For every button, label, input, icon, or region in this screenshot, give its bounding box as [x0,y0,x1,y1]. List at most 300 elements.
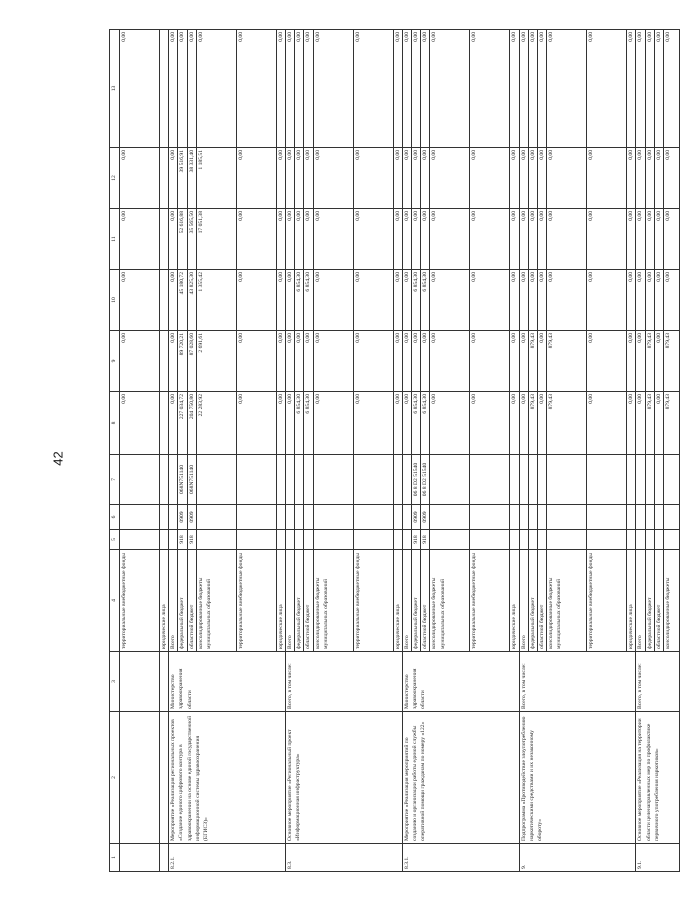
value-cell: 17 051,38 [196,209,236,270]
empty-cell [120,652,160,712]
target-article-cell: 068N751140 [187,455,196,505]
value-cell: 879,43 [528,331,537,392]
section-code-cell [402,505,411,530]
value-cell: 43 825,30 [187,270,196,331]
value-cell: 0,00 [304,209,313,270]
section-code-cell [587,505,627,530]
value-cell: 0,00 [393,270,402,331]
value-cell: 0,00 [313,148,353,209]
value-cell: 0,00 [276,148,285,209]
value-cell: 6 854,30 [304,392,313,455]
funding-source-cell: консолидированные бюджеты муниципальных образований [313,550,353,652]
target-article-cell [470,455,510,505]
target-article-cell [664,455,680,505]
value-cell: 0,00 [470,392,510,455]
executor-cell: Министерство здравоохранения области [402,652,519,712]
executor-cell: Всего, в том числе: [286,652,403,712]
value-cell: 0,00 [645,270,654,331]
funding-source-cell: юридические лица [393,550,402,652]
value-cell: 0,00 [470,331,510,392]
value-cell: 0,00 [178,30,187,148]
target-article-cell [636,455,645,505]
value-cell: 0,00 [393,331,402,392]
value-cell: 0,00 [402,270,411,331]
table-row [169,30,178,872]
funding-source-cell: территориальные внебюджетные фонды [587,550,627,652]
empty-cell [160,652,169,712]
item-name-cell: Подпрограмма «Противодействие злоупотреблению наркотическими средствами и их незаконному обороту» [519,712,636,844]
value-cell: 0,00 [627,331,636,392]
value-cell: 0,00 [510,148,519,209]
header-cell: 12 [110,148,120,209]
header-cell: 11 [110,209,120,270]
value-cell: 0,00 [519,270,528,331]
section-code-cell: 0909 [187,505,196,530]
section-code-cell [470,505,510,530]
section-code-cell [304,505,313,530]
value-cell: 0,00 [636,392,645,455]
table-row [636,30,645,872]
value-cell: 0,00 [421,209,430,270]
grbs-code-cell [645,530,654,550]
funding-source-cell: областной бюджет [421,550,430,652]
grbs-code-cell: 918 [187,530,196,550]
header-cell: 5 [110,530,120,550]
value-cell: 0,00 [510,30,519,148]
funding-source-cell: федеральный бюджет [178,550,187,652]
header-cell: 13 [110,30,120,148]
value-cell: 204 750,80 [187,392,196,455]
value-cell: 0,00 [654,331,663,392]
value-cell: 0,00 [353,30,393,148]
section-code-cell [295,505,304,530]
value-cell: 879,43 [528,392,537,455]
value-cell: 0,00 [393,392,402,455]
funding-source-cell: федеральный бюджет [528,550,537,652]
value-cell: 0,00 [313,331,353,392]
value-cell: 0,00 [645,209,654,270]
grbs-code-cell [636,530,645,550]
code-cell [120,505,160,530]
continuation-row [160,30,169,872]
value-cell: 0,00 [538,270,547,331]
value-cell: 0,00 [538,148,547,209]
value-cell: 0,00 [636,331,645,392]
item-name-cell: Мероприятие «Реализация региональных проектов «Создание единого цифрового контура в здравоохранении на основе единой государственной информационной системы здравоохранения (ЕГИСЗ)» [169,712,286,844]
value-cell: 0,00 [412,148,421,209]
table-row [286,30,295,872]
header-cell: 6 [110,505,120,530]
value-cell: 0,00 [295,331,304,392]
value-cell: 35 565,50 [187,209,196,270]
grbs-code-cell [236,530,276,550]
section-code-cell: 0909 [421,505,430,530]
value-cell: 6 854,30 [412,270,421,331]
item-name-cell: Основное мероприятие «Реализация на территории области целенаправленных мер по профилактике первичного употребления наркотиков» [636,712,680,844]
value-cell: 6 854,30 [421,392,430,455]
value-cell: 0,00 [276,392,285,455]
value-cell: 0,00 [402,331,411,392]
value-cell [160,270,169,331]
value-cell: 0,00 [313,270,353,331]
value-cell: 0,00 [286,148,295,209]
value-cell: 0,00 [538,331,547,392]
grbs-code-cell [353,530,393,550]
value-cell: 0,00 [664,30,680,148]
value-cell: 0,00 [276,270,285,331]
value-cell: 0,00 [587,331,627,392]
target-article-cell [236,455,276,505]
value-cell: 879,43 [547,392,587,455]
value-cell: 0,00 [636,270,645,331]
section-code-cell [196,505,236,530]
header-cell: 4 [110,550,120,652]
value-cell: 0,00 [402,148,411,209]
value-cell: 0,00 [393,148,402,209]
value-cell: 0,00 [510,209,519,270]
funding-source-cell: областной бюджет [304,550,313,652]
grbs-code-cell [276,530,285,550]
item-number-cell: 8.3. [286,844,403,872]
value-cell: 0,00 [430,148,470,209]
value-cell: 0,00 [587,209,627,270]
target-article-cell: 06 8 D2 51540 [412,455,421,505]
value-cell: 0,00 [636,30,645,148]
grbs-code-cell [196,530,236,550]
funding-source-cell: юридические лица [627,550,636,652]
header-cell: 10 [110,270,120,331]
section-code-cell [169,505,178,530]
executor-cell: Всего, в том числе: [519,652,636,712]
value-cell: 6 854,30 [295,270,304,331]
header-cell: 7 [110,455,120,505]
value-cell: 0,00 [120,148,160,209]
section-code-cell [664,505,680,530]
value-cell: 0,00 [430,331,470,392]
value-cell: 879,43 [645,392,654,455]
value-cell: 0,00 [421,331,430,392]
value-cell: 0,00 [286,331,295,392]
funding-source-cell: федеральный бюджет [412,550,421,652]
value-cell: 0,00 [538,209,547,270]
funding-source-cell: Всего [169,550,178,652]
value-cell: 0,00 [664,148,680,209]
code-cell [120,455,160,505]
value-cell: 0,00 [236,331,276,392]
value-cell: 39 516,91 [178,148,187,209]
value-cell: 879,43 [645,331,654,392]
value-cell: 0,00 [421,148,430,209]
value-cell: 38 331,40 [187,148,196,209]
target-article-cell [587,455,627,505]
budget-table [109,29,680,872]
value-cell: 0,00 [654,270,663,331]
value-cell: 6 854,30 [412,392,421,455]
value-cell: 0,00 [412,331,421,392]
value-cell: 0,00 [313,30,353,148]
section-code-cell [510,505,519,530]
value-cell: 0,00 [313,209,353,270]
target-article-cell [654,455,663,505]
value-cell: 0,00 [636,209,645,270]
value-cell [160,30,169,148]
table-row [519,30,528,872]
value-cell [160,392,169,455]
header-cell: 9 [110,331,120,392]
value-cell: 0,00 [627,392,636,455]
value-cell: 0,00 [393,30,402,148]
target-article-cell [519,455,528,505]
grbs-code-cell [664,530,680,550]
value-cell: 0,00 [654,30,663,148]
grbs-code-cell [470,530,510,550]
value-cell: 0,00 [120,30,160,148]
value-cell: 0,00 [587,30,627,148]
item-number-cell: 9. [519,844,636,872]
section-code-cell [313,505,353,530]
value-cell: 0,00 [120,392,160,455]
value-cell: 0,00 [519,148,528,209]
value-cell: 0,00 [169,30,178,148]
value-cell: 0,00 [286,30,295,148]
value-cell: 0,00 [654,148,663,209]
funding-source-cell: консолидированные бюджеты муниципальных образований [547,550,587,652]
section-code-cell [547,505,587,530]
value-cell: 0,00 [627,148,636,209]
funding-source-cell: областной бюджет [654,550,663,652]
section-code-cell [353,505,393,530]
value-cell: 22 283,92 [196,392,236,455]
target-article-cell [627,455,636,505]
section-code-cell [538,505,547,530]
value-cell: 0,00 [313,392,353,455]
section-code-cell [636,505,645,530]
value-cell: 0,00 [295,30,304,148]
value-cell: 0,00 [304,30,313,148]
grbs-code-cell [430,530,470,550]
grbs-code-cell [393,530,402,550]
funding-source-cell: консолидированные бюджеты муниципальных образований [196,550,236,652]
funding-source-cell: территориальные внебюджетные фонды [470,550,510,652]
value-cell: 0,00 [528,148,537,209]
value-cell: 0,00 [421,30,430,148]
empty-cell [120,844,160,872]
grbs-code-cell [519,530,528,550]
value-cell: 0,00 [304,148,313,209]
section-code-cell [286,505,295,530]
value-cell: 0,00 [402,30,411,148]
funding-source-cell: областной бюджет [187,550,196,652]
value-cell: 0,00 [547,270,587,331]
value-cell: 0,00 [169,331,178,392]
value-cell: 0,00 [187,30,196,148]
section-code-cell: 0909 [178,505,187,530]
funding-source-cell: территориальные внебюджетные фонды [353,550,393,652]
value-cell: 0,00 [470,209,510,270]
grbs-code-cell: 918 [421,530,430,550]
value-cell: 1 185,51 [196,148,236,209]
value-cell: 0,00 [587,148,627,209]
executor-cell: Министерство здравоохранения области [169,652,286,712]
value-cell: 0,00 [120,331,160,392]
empty-cell [160,844,169,872]
funding-source-cell: территориальные внебюджетные фонды [236,550,276,652]
funding-source-cell: Всего [519,550,528,652]
value-cell: 45 180,72 [178,270,187,331]
target-article-cell [393,455,402,505]
value-cell: 0,00 [276,209,285,270]
value-cell: 0,00 [547,209,587,270]
target-article-cell: 068N751140 [178,455,187,505]
funding-source-cell: юридические лица [276,550,285,652]
value-cell: 0,00 [353,392,393,455]
target-article-cell [196,455,236,505]
value-cell: 0,00 [304,331,313,392]
header-cell: 2 [110,712,120,844]
value-cell: 0,00 [236,392,276,455]
value-cell: 879,43 [664,392,680,455]
value-cell: 0,00 [547,148,587,209]
value-cell: 0,00 [654,209,663,270]
code-cell [160,505,169,530]
funding-source-cell: консолидированные бюджеты [664,550,680,652]
value-cell: 0,00 [169,209,178,270]
value-cell: 0,00 [286,392,295,455]
target-article-cell [169,455,178,505]
value-cell: 0,00 [664,209,680,270]
value-cell: 0,00 [538,30,547,148]
target-article-cell [304,455,313,505]
code-cell [120,530,160,550]
target-article-cell [645,455,654,505]
target-article-cell: 06 8 D2 51540 [421,455,430,505]
value-cell: 6 854,30 [421,270,430,331]
value-cell: 0,00 [519,30,528,148]
grbs-code-cell: 918 [412,530,421,550]
value-cell: 0,00 [276,331,285,392]
value-cell: 0,00 [353,331,393,392]
value-cell: 0,00 [528,209,537,270]
section-code-cell [645,505,654,530]
value-cell [160,148,169,209]
value-cell: 0,00 [510,270,519,331]
value-cell: 0,00 [654,392,663,455]
section-code-cell [654,505,663,530]
rotated-table-container [109,30,672,872]
funding-source-cell: федеральный бюджет [295,550,304,652]
value-cell [160,209,169,270]
section-code-cell: 0909 [412,505,421,530]
code-cell [160,530,169,550]
target-article-cell [538,455,547,505]
grbs-code-cell [295,530,304,550]
value-cell: 0,00 [120,209,160,270]
value-cell: 0,00 [169,270,178,331]
page-number: 42 [50,451,66,466]
table-row [402,30,411,872]
target-article-cell [510,455,519,505]
value-cell: 0,00 [470,270,510,331]
value-cell: 0,00 [276,30,285,148]
grbs-code-cell [286,530,295,550]
value-cell: 52 616,88 [178,209,187,270]
value-cell: 0,00 [295,209,304,270]
grbs-code-cell [538,530,547,550]
value-cell: 0,00 [587,270,627,331]
value-cell: 0,00 [519,392,528,455]
funding-source-cell: областной бюджет [538,550,547,652]
target-article-cell [353,455,393,505]
value-cell: 879,43 [664,331,680,392]
value-cell: 0,00 [636,148,645,209]
section-code-cell [276,505,285,530]
target-article-cell [547,455,587,505]
value-cell: 0,00 [470,30,510,148]
item-number-cell: 9.1. [636,844,680,872]
value-cell: 1 355,42 [196,270,236,331]
value-cell: 0,00 [430,392,470,455]
target-article-cell [276,455,285,505]
target-article-cell [528,455,537,505]
item-name-cell: Мероприятие «Реализация мероприятий по созданию и организации работы единой службы оперативной помощи гражданам по номеру «122» [402,712,519,844]
grbs-code-cell [547,530,587,550]
executor-cell: Всего, в том числе: [636,652,680,712]
value-cell: 0,00 [528,30,537,148]
value-cell: 0,00 [295,148,304,209]
value-cell: 0,00 [510,331,519,392]
value-cell: 0,00 [412,209,421,270]
funding-source-cell: Всего [286,550,295,652]
value-cell: 0,00 [510,392,519,455]
value-cell: 0,00 [547,30,587,148]
value-cell: 0,00 [645,148,654,209]
item-number-cell: 8.2.1. [169,844,286,872]
value-cell: 0,00 [286,209,295,270]
value-cell: 0,00 [528,270,537,331]
value-cell [160,331,169,392]
value-cell: 227 034,72 [178,392,187,455]
target-article-cell [286,455,295,505]
value-cell: 0,00 [236,209,276,270]
value-cell: 0,00 [627,209,636,270]
target-article-cell [430,455,470,505]
value-cell: 0,00 [627,30,636,148]
funding-source-cell: Всего [402,550,411,652]
section-code-cell [627,505,636,530]
value-cell: 0,00 [519,209,528,270]
value-cell: 0,00 [286,270,295,331]
value-cell: 0,00 [236,270,276,331]
value-cell: 87 028,60 [187,331,196,392]
value-cell: 0,00 [353,270,393,331]
value-cell: 0,00 [402,392,411,455]
funding-source-cell: консолидированные бюджеты муниципальных образований [430,550,470,652]
value-cell: 0,00 [538,392,547,455]
grbs-code-cell [304,530,313,550]
value-cell: 89 720,21 [178,331,187,392]
section-code-cell [393,505,402,530]
grbs-code-cell [313,530,353,550]
grbs-code-cell: 918 [178,530,187,550]
value-cell: 0,00 [236,148,276,209]
header-row [110,30,120,872]
continuation-row [120,30,160,872]
value-cell: 0,00 [627,270,636,331]
grbs-code-cell [402,530,411,550]
value-cell: 0,00 [430,209,470,270]
header-cell: 1 [110,844,120,872]
value-cell: 0,00 [353,209,393,270]
